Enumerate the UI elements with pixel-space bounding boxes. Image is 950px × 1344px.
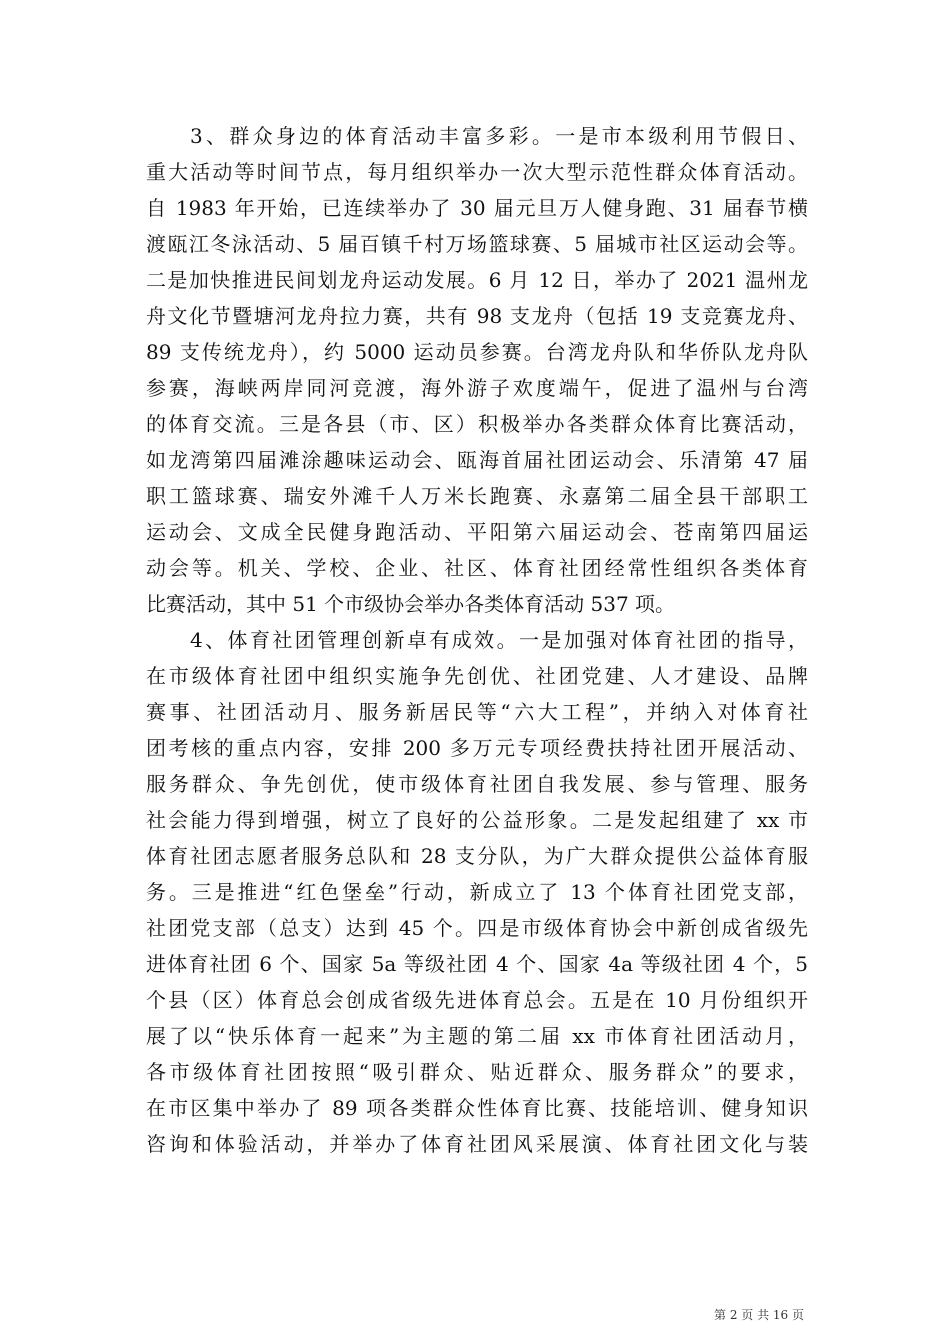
paragraph-line: 服务群众、争先创优，使市级体育社团自我发展、参与管理、服务 <box>146 772 808 796</box>
paragraph-line: 比赛活动，其中 51 个市级协会举办各类体育活动 537 项。 <box>146 592 676 616</box>
paragraph-line: 二是加快推进民间划龙舟运动发展。6 月 12 日，举办了 2021 温州龙 <box>146 268 808 292</box>
paragraph-line: 自 1983 年开始，已连续举办了 30 届元旦万人健身跑、31 届春节横 <box>146 196 808 220</box>
paragraph-line: 务。三是推进“红色堡垒”行动，新成立了 13 个体育社团党支部， <box>146 880 808 904</box>
paragraph-line: 如龙湾第四届滩涂趣味运动会、瓯海首届社团运动会、乐清第 47 届 <box>146 448 808 472</box>
paragraph-line: 在市级体育社团中组织实施争先创优、社团党建、人才建设、品牌 <box>146 664 808 688</box>
paragraph-line: 个县（区）体育总会创成省级先进体育总会。五是在 10 月份组织开 <box>146 988 808 1012</box>
paragraph-line: 赛事、社团活动月、服务新居民等“六大工程”，并纳入对体育社 <box>146 700 808 724</box>
document-body <box>146 118 808 1162</box>
paragraph-line: 进体育社团 6 个、国家 5a 等级社团 4 个、国家 4a 等级社团 4 个，5 <box>146 952 808 976</box>
paragraph-line: 社团党支部（总支）达到 45 个。四是市级体育协会中新创成省级先 <box>146 916 808 940</box>
paragraph-line: 社会能力得到增强，树立了良好的公益形象。二是发起组建了 xx 市 <box>146 808 808 832</box>
paragraph-line: 舟文化节暨塘河龙舟拉力赛，共有 98 支龙舟（包括 19 支竞赛龙舟、 <box>146 304 808 328</box>
paragraph-line: 展了以“快乐体育一起来”为主题的第二届 xx 市体育社团活动月， <box>146 1024 808 1048</box>
paragraph-line: 在市区集中举办了 89 项各类群众性体育比赛、技能培训、健身知识 <box>146 1096 808 1120</box>
paragraph-line: 咨询和体验活动，并举办了体育社团风采展演、体育社团文化与装 <box>146 1132 808 1156</box>
paragraph-4 <box>146 622 808 1162</box>
paragraph-line: 4、体育社团管理创新卓有成效。一是加强对体育社团的指导， <box>190 628 808 652</box>
paragraph-line: 3、群众身边的体育活动丰富多彩。一是市本级利用节假日、 <box>190 124 808 148</box>
paragraph-line: 渡瓯江冬泳活动、5 届百镇千村万场篮球赛、5 届城市社区运动会等。 <box>146 232 808 256</box>
paragraph-line: 89 支传统龙舟），约 5000 运动员参赛。台湾龙舟队和华侨队龙舟队 <box>146 340 808 364</box>
paragraph-3 <box>146 118 808 622</box>
paragraph-line: 运动会、文成全民健身跑活动、平阳第六届运动会、苍南第四届运 <box>146 520 808 544</box>
paragraph-line: 职工篮球赛、瑞安外滩千人万米长跑赛、永嘉第二届全县干部职工 <box>146 484 808 508</box>
paragraph-line: 团考核的重点内容，安排 200 多万元专项经费扶持社团开展活动、 <box>146 736 808 760</box>
page-number: 第 2 页 共 16 页 <box>714 1308 804 1322</box>
paragraph-line: 参赛，海峡两岸同河竞渡，海外游子欢度端午，促进了温州与台湾 <box>146 376 808 400</box>
paragraph-line: 动会等。机关、学校、企业、社区、体育社团经常性组织各类体育 <box>146 556 808 580</box>
paragraph-line: 体育社团志愿者服务总队和 28 支分队，为广大群众提供公益体育服 <box>146 844 808 868</box>
paragraph-line: 重大活动等时间节点，每月组织举办一次大型示范性群众体育活动。 <box>146 160 808 184</box>
paragraph-line: 的体育交流。三是各县（市、区）积极举办各类群众体育比赛活动， <box>146 412 808 436</box>
paragraph-line: 各市级体育社团按照“吸引群众、贴近群众、服务群众”的要求， <box>146 1060 808 1084</box>
